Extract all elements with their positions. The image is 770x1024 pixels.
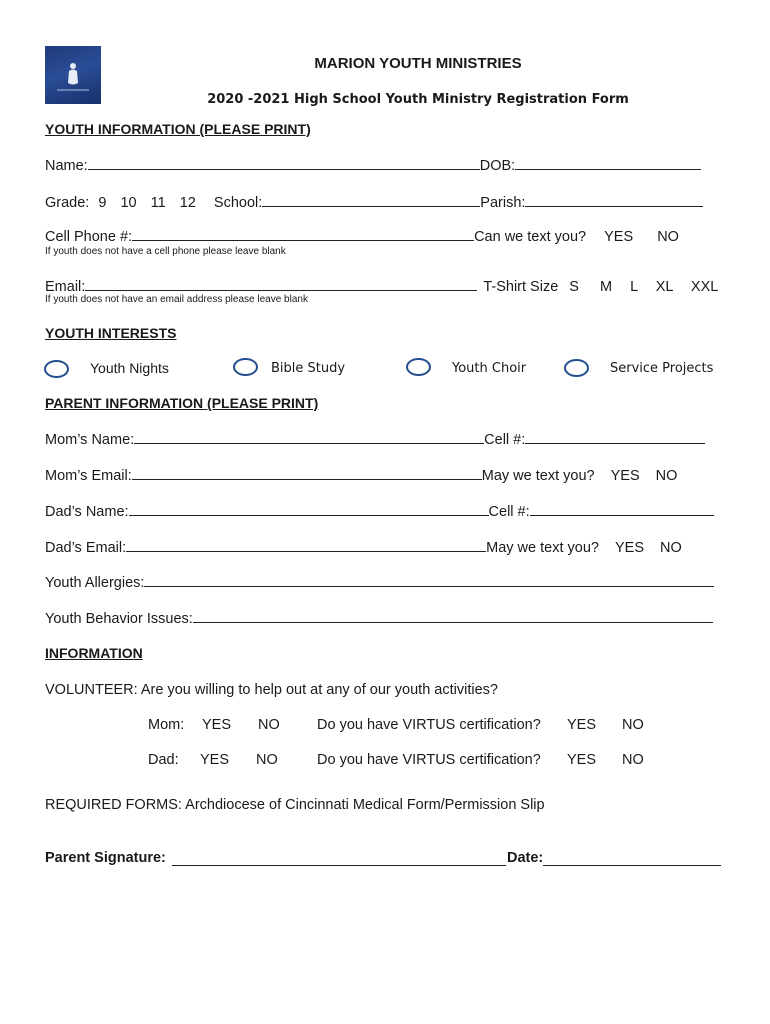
- email-row: [45, 278, 718, 295]
- bible-study-label: Bible Study: [271, 361, 346, 376]
- allergies-field[interactable]: [144, 574, 714, 587]
- allergies-row: [45, 574, 714, 591]
- mom-text-yes-option[interactable]: YES: [610, 468, 640, 484]
- behavior-field[interactable]: [193, 610, 713, 623]
- parish-label: Parish:: [480, 195, 526, 211]
- grade-11[interactable]: 11: [150, 195, 166, 211]
- dad-cell-label: Cell #:: [488, 504, 530, 520]
- dad-name-field[interactable]: [129, 503, 489, 516]
- grade-9[interactable]: 9: [98, 195, 107, 211]
- mom-text-no-option[interactable]: NO: [655, 468, 678, 484]
- mom-name-row: [45, 431, 705, 448]
- form-title: 2020 -2021 High School Youth Ministry Registration Form: [207, 92, 629, 107]
- cell-label: Cell Phone #:: [45, 229, 133, 245]
- dad-volunteer-label: Dad:: [148, 752, 179, 768]
- dad-virtus-no[interactable]: NO: [622, 752, 644, 768]
- dad-name-label: Dad’s Name:: [45, 504, 129, 520]
- dad-text-question: May we text you?: [486, 540, 599, 556]
- youth-info-heading: YOUTH INFORMATION (PLEASE PRINT): [45, 121, 311, 137]
- size-xl[interactable]: XL: [655, 279, 673, 295]
- youth-nights-label: Youth Nights: [90, 360, 169, 376]
- mom-text-question: May we text you?: [481, 468, 595, 484]
- required-forms: REQUIRED FORMS: Archdiocese of Cincinnati Medical Form/Permission Slip: [45, 797, 545, 813]
- size-m[interactable]: M: [600, 279, 613, 295]
- youth-nights-checkbox[interactable]: [44, 360, 69, 378]
- org-title: MARION YOUTH MINISTRIES: [314, 55, 522, 72]
- mom-email-field[interactable]: [132, 467, 482, 480]
- volunteer-question: VOLUNTEER: Are you willing to help out at any of our youth activities?: [45, 682, 498, 698]
- dad-volunteer-no[interactable]: NO: [256, 752, 278, 768]
- grade-12[interactable]: 12: [179, 195, 196, 211]
- behavior-label: Youth Behavior Issues:: [45, 611, 193, 627]
- mom-virtus-no[interactable]: NO: [622, 717, 644, 733]
- dad-cell-field[interactable]: [530, 503, 714, 516]
- email-field[interactable]: [85, 278, 477, 291]
- dad-virtus-yes[interactable]: YES: [567, 752, 597, 768]
- behavior-row: [45, 610, 713, 627]
- date-label: Date:: [507, 850, 544, 866]
- mom-virtus-yes[interactable]: YES: [567, 717, 597, 733]
- cell-field[interactable]: [132, 228, 474, 241]
- mom-volunteer-yes[interactable]: YES: [202, 717, 232, 733]
- service-projects-label: Service Projects: [610, 361, 714, 376]
- mom-email-row: [45, 467, 677, 484]
- dad-text-yes-option[interactable]: YES: [614, 540, 644, 556]
- grade-label: Grade:: [45, 195, 90, 211]
- size-s[interactable]: S: [569, 279, 579, 295]
- cell-note: If youth does not have a cell phone please leave blank: [45, 246, 286, 257]
- text-question: Can we text you?: [474, 229, 587, 245]
- school-field[interactable]: [262, 194, 480, 207]
- interests-heading: YOUTH INTERESTS: [45, 325, 177, 341]
- name-label: Name:: [45, 158, 88, 174]
- email-label: Email:: [45, 279, 86, 295]
- dad-text-no-option[interactable]: NO: [660, 540, 682, 556]
- size-l[interactable]: L: [630, 279, 638, 295]
- grade-10[interactable]: 10: [120, 195, 137, 211]
- dad-virtus-question: Do you have VIRTUS certification?: [317, 752, 541, 768]
- shirt-size-label: T-Shirt Size: [483, 279, 559, 295]
- mom-cell-label: Cell #:: [484, 432, 526, 448]
- dob-field[interactable]: [515, 157, 701, 170]
- youth-choir-checkbox[interactable]: [406, 358, 431, 376]
- dad-email-row: [45, 539, 682, 556]
- date-field[interactable]: [543, 864, 721, 866]
- service-projects-checkbox[interactable]: [564, 359, 589, 377]
- parish-field[interactable]: [525, 194, 703, 207]
- grade-row: [45, 194, 703, 211]
- mom-volunteer-label: Mom:: [148, 717, 185, 733]
- mom-virtus-question: Do you have VIRTUS certification?: [317, 717, 541, 733]
- school-label: School:: [213, 195, 263, 211]
- mom-name-label: Mom’s Name:: [45, 432, 135, 448]
- mom-name-field[interactable]: [134, 431, 484, 444]
- name-field[interactable]: [88, 157, 480, 170]
- parent-signature-field[interactable]: [172, 864, 506, 866]
- information-heading: INFORMATION: [45, 645, 143, 661]
- dad-email-field[interactable]: [126, 539, 486, 552]
- mom-email-label: Mom’s Email:: [45, 468, 132, 484]
- name-row: [45, 157, 701, 174]
- text-no-option[interactable]: NO: [657, 229, 679, 245]
- bible-study-checkbox[interactable]: [233, 358, 258, 376]
- dad-name-row: [45, 503, 714, 520]
- email-note: If youth does not have an email address please leave blank: [45, 294, 308, 305]
- size-xxl[interactable]: XXL: [690, 279, 719, 295]
- dad-email-label: Dad’s Email:: [45, 540, 127, 556]
- cell-row: [45, 228, 679, 245]
- text-yes-option[interactable]: YES: [604, 229, 634, 245]
- youth-choir-label: Youth Choir: [452, 361, 527, 376]
- dob-label: DOB:: [479, 158, 516, 174]
- dad-volunteer-yes[interactable]: YES: [200, 752, 230, 768]
- mom-volunteer-no[interactable]: NO: [258, 717, 280, 733]
- parent-info-heading: PARENT INFORMATION (PLEASE PRINT): [45, 395, 319, 411]
- allergies-label: Youth Allergies:: [45, 575, 145, 591]
- mom-cell-field[interactable]: [525, 431, 705, 444]
- parent-signature-label: Parent Signature:: [45, 850, 166, 866]
